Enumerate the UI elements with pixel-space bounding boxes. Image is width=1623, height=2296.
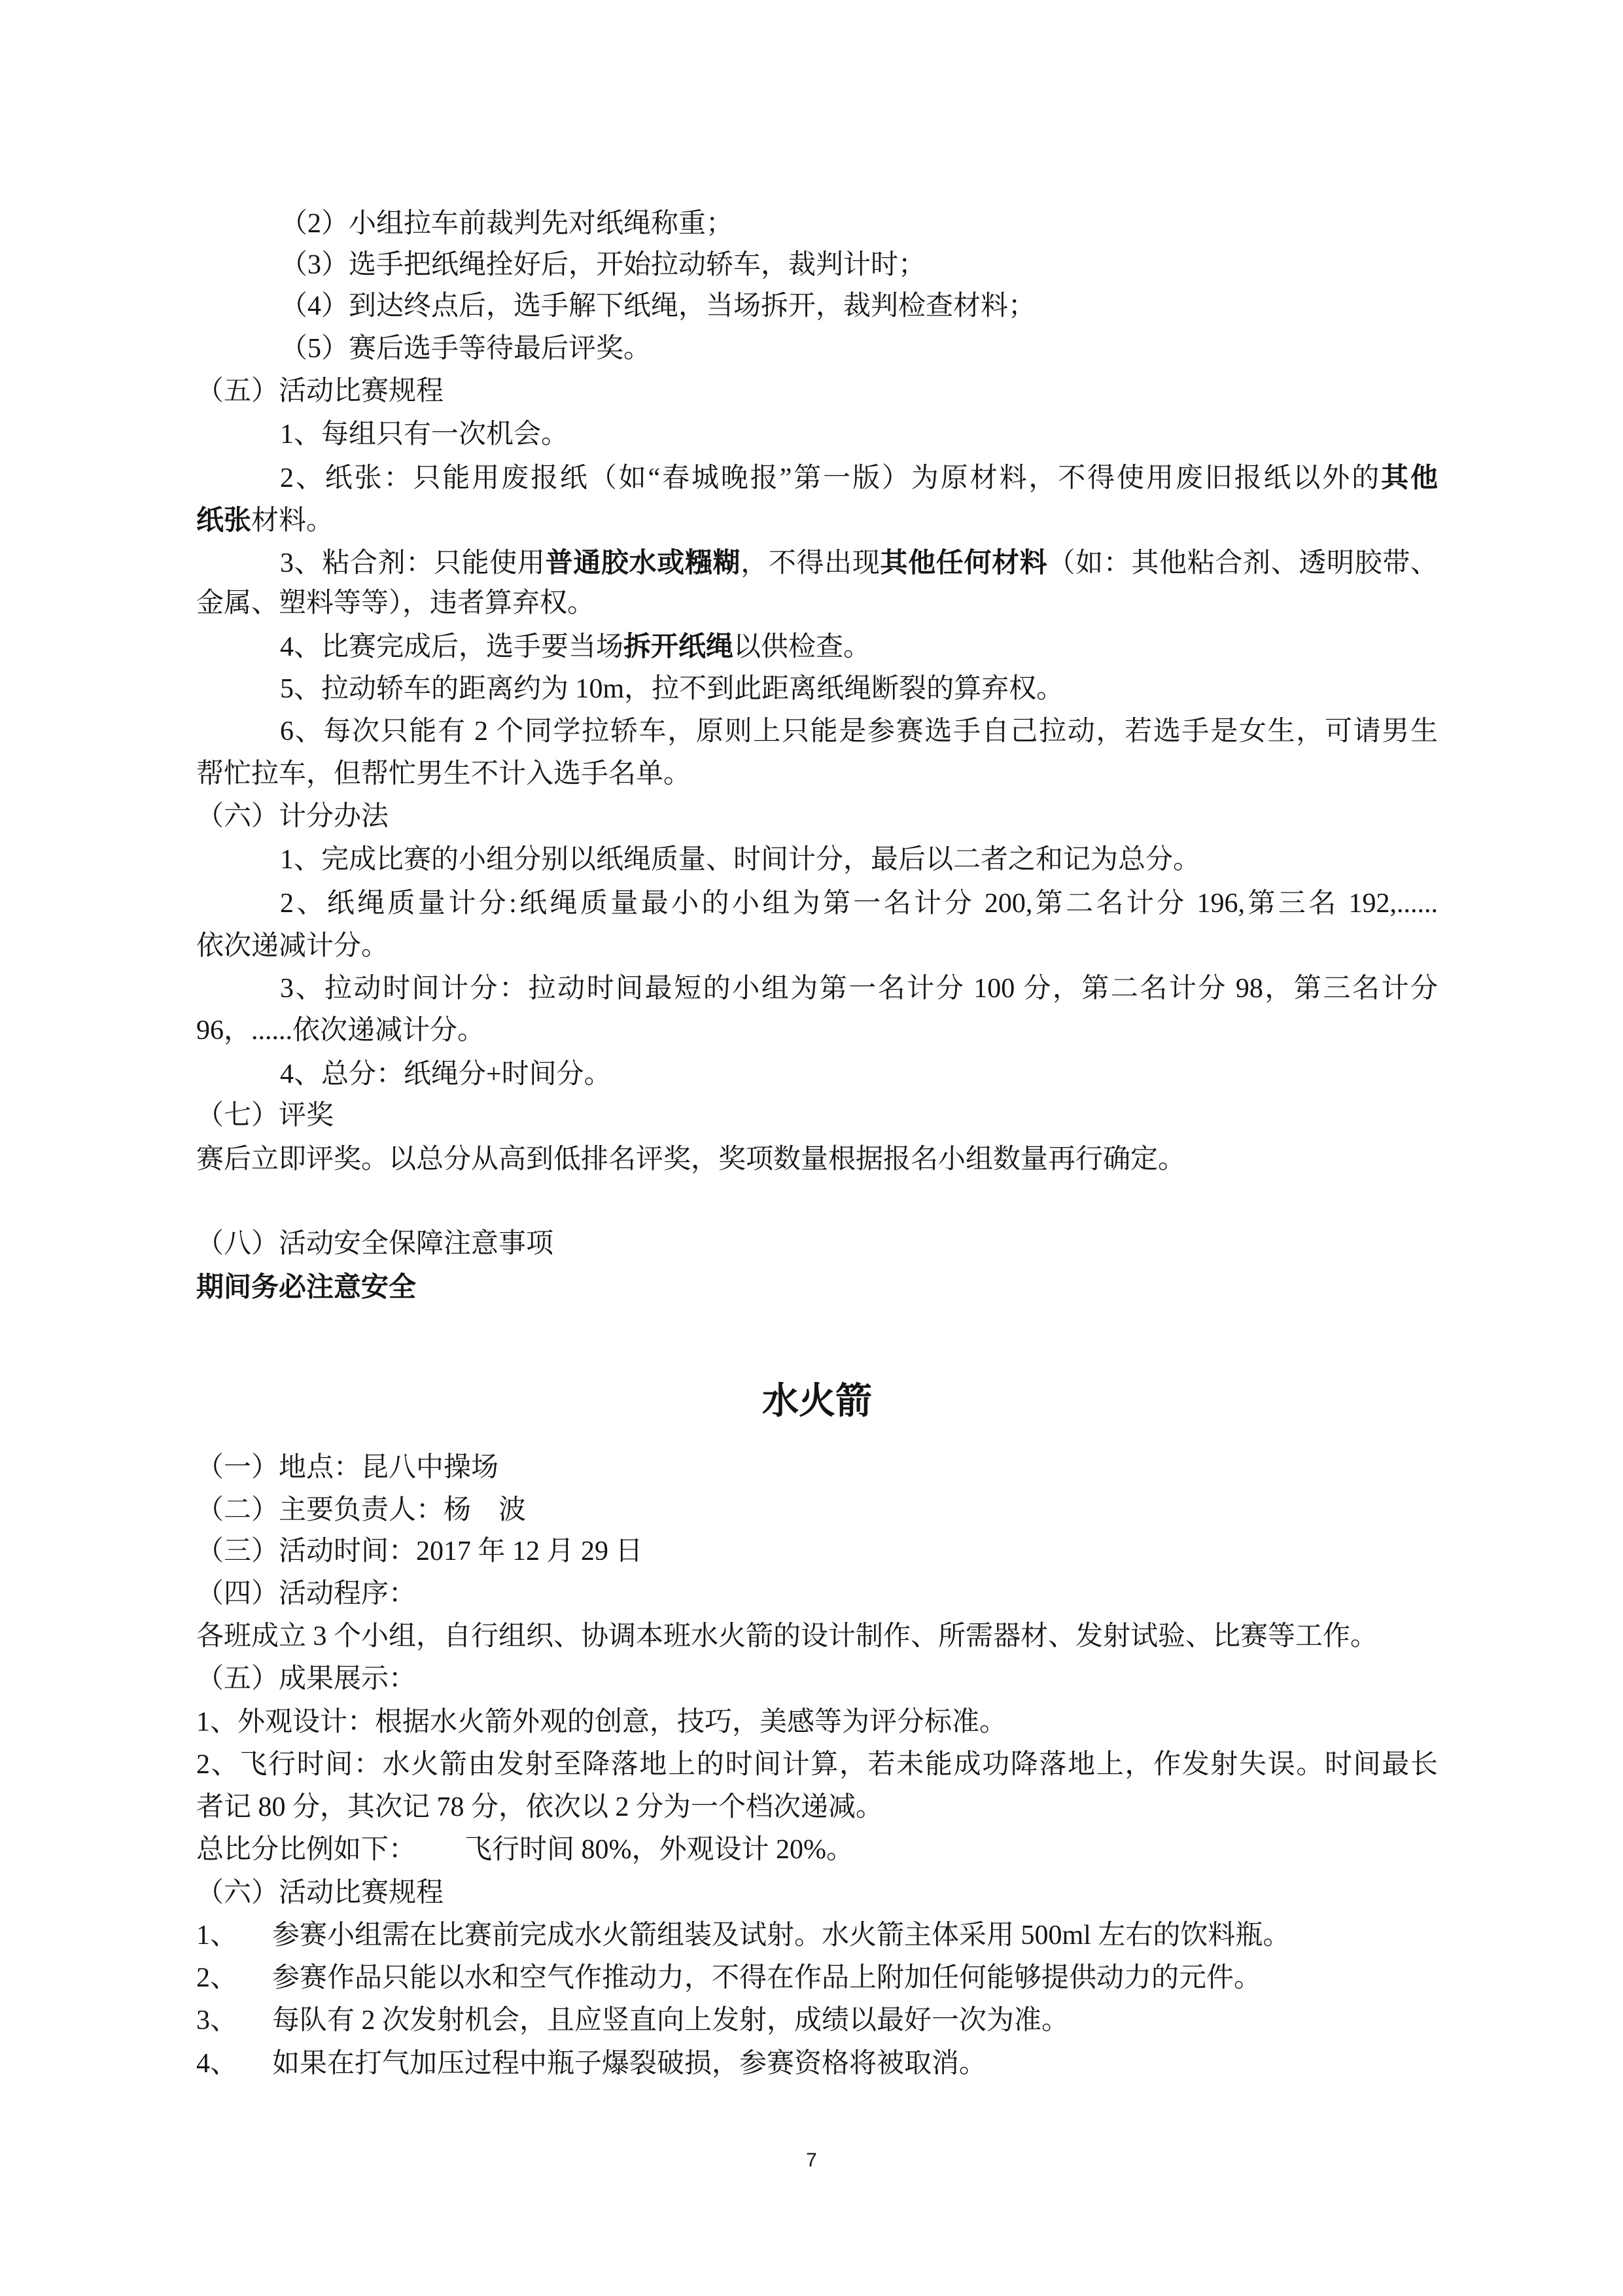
results-item: 2、飞行时间：水火箭由发射至降落地上的时间计算，若未能成功降落地上，作发射失误。时间最长 xyxy=(196,1750,1438,1780)
awards-text: 赛后立即评奖。以总分从高到低排名评奖，奖项数量根据报名小组数量再行确定。 xyxy=(196,1144,1186,1174)
scoring-item: 1、完成比赛的小组分别以纸绳质量、时间计分，最后以二者之和记为总分。 xyxy=(280,845,1201,875)
rule-text: 4、比赛完成后，选手要当场 xyxy=(280,632,624,662)
rule-item: 6、每次只能有 2 个同学拉轿车，原则上只能是参赛选手自己拉动，若选手是女生，可请男生 xyxy=(280,716,1438,747)
rule-item xyxy=(280,625,1438,667)
rule-emphasis: 其他任何材料 xyxy=(880,547,1048,578)
safety-heading: （八）活动安全保障注意事项 xyxy=(196,1229,554,1259)
rule-number: 3、 xyxy=(196,2005,238,2036)
rule-item-continuation: 帮忙拉车，但帮忙男生不计入选手名单。 xyxy=(196,759,691,789)
rules-heading: （五）活动比赛规程 xyxy=(196,376,444,406)
rule-item xyxy=(280,456,1438,499)
procedure-heading: （四）活动程序： xyxy=(196,1579,417,1609)
location: （一）地点：昆八中操场 xyxy=(196,1453,499,1483)
procedure-step: （2）小组拉车前裁判先对纸绳称重； xyxy=(280,209,734,239)
rule-text: （如：其他粘合剂、透明胶带、 xyxy=(1047,548,1438,578)
rule-emphasis: 其他 xyxy=(1381,462,1438,493)
rule-text: 如果在打气加压过程中瓶子爆裂破损，参赛资格将被取消。 xyxy=(272,2049,987,2079)
rule-item-continuation: 金属、塑料等等），违者算弃权。 xyxy=(196,588,595,618)
rule-text: ，不得出现 xyxy=(741,548,881,578)
rule-text: 以供检查。 xyxy=(733,632,871,662)
rule-item-continuation xyxy=(196,499,1438,541)
rule-item: 1、每组只有一次机会。 xyxy=(280,419,569,450)
procedure-step: （4）到达终点后，选手解下纸绳，当场拆开，裁判检查材料； xyxy=(280,291,1036,321)
awards-heading: （七）评奖 xyxy=(196,1101,334,1131)
rule-item xyxy=(280,541,1438,584)
procedure-text: 各班成立 3 个小组，自行组织、协调本班水火箭的设计制作、所需器材、发射试验、比赛等工作。 xyxy=(196,1621,1378,1651)
rule-text: 材料。 xyxy=(251,506,334,536)
procedure-step: （5）赛后选手等待最后评奖。 xyxy=(280,334,652,364)
procedure-step: （3）选手把纸绳拴好后，开始拉动轿车，裁判计时； xyxy=(280,250,926,280)
scoring-item-continuation: 依次递减计分。 xyxy=(196,931,389,961)
rule-text: 参赛作品只能以水和空气作推动力，不得在作品上附加任何能够提供动力的元件。 xyxy=(272,1963,1262,1993)
rule-emphasis: 普通胶水或糨糊 xyxy=(545,547,741,578)
safety-text: 期间务必注意安全 xyxy=(196,1271,417,1302)
rule-emphasis: 拆开纸绳 xyxy=(623,631,734,662)
page-number: 7 xyxy=(806,2149,817,2171)
scoring-item-continuation: 96，......依次递减计分。 xyxy=(196,1016,485,1046)
ratio-label: 总比分比例如下： xyxy=(196,1835,417,1865)
activity-time: （三）活动时间：2017 年 12 月 29 日 xyxy=(196,1536,643,1566)
scoring-item: 2、纸绳质量计分:纸绳质量最小的小组为第一名计分 200,第二名计分 196,第三名 192,...... xyxy=(280,889,1438,919)
scoring-item: 3、拉动时间计分：拉动时间最短的小组为第一名计分 100 分，第二名计分 98，第三名计分 xyxy=(280,974,1438,1004)
scoring-heading: （六）计分办法 xyxy=(196,802,389,832)
rule-text: 3、粘合剂：只能使用 xyxy=(280,548,546,578)
results-item-continuation: 者记 80 分，其次记 78 分，依次以 2 分为一个档次递减。 xyxy=(196,1792,884,1822)
rule-number: 4、 xyxy=(196,2049,238,2079)
results-item: 1、外观设计：根据水火箭外观的创意，技巧，美感等为评分标准。 xyxy=(196,1707,1007,1737)
rule-emphasis: 纸张 xyxy=(196,504,252,535)
rule-number: 2、 xyxy=(196,1963,238,1993)
section-title: 水火箭 xyxy=(762,1380,872,1421)
rule-item: 5、拉动轿车的距离约为 10m，拉不到此距离纸绳断裂的算弃权。 xyxy=(280,674,1064,704)
rule-text: 参赛小组需在比赛前完成水火箭组装及试射。水火箭主体采用 500ml 左右的饮料瓶。 xyxy=(272,1920,1291,1951)
rule-number: 1、 xyxy=(196,1920,238,1951)
results-heading: （五）成果展示： xyxy=(196,1664,417,1694)
ratio-value: 飞行时间 80%，外观设计 20%。 xyxy=(464,1835,854,1865)
scoring-item: 4、总分：纸绳分+时间分。 xyxy=(280,1059,612,1089)
rule-text: 2、纸张：只能用废报纸（如“春城晚报”第一版）为原材料，不得使用废旧报纸以外的 xyxy=(280,463,1382,493)
rule-text: 每队有 2 次发射机会，且应竖直向上发射，成绩以最好一次为准。 xyxy=(272,2005,1070,2036)
person-in-charge: （二）主要负责人：杨 波 xyxy=(196,1495,527,1525)
rules-heading: （六）活动比赛规程 xyxy=(196,1878,444,1908)
